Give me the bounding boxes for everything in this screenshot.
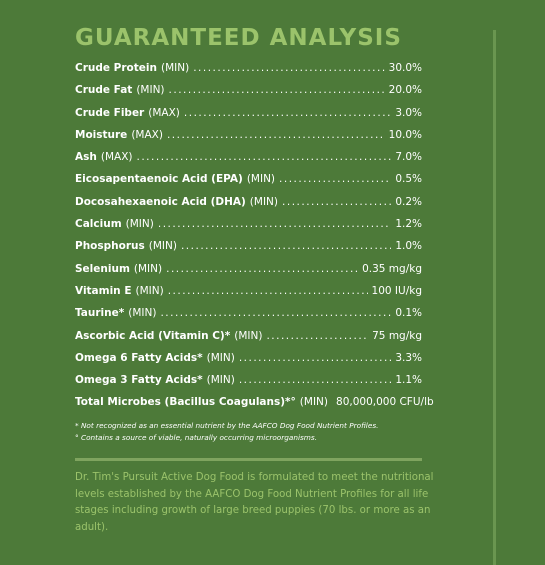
vertical-divider xyxy=(493,30,496,565)
dot-leader xyxy=(160,307,391,319)
nutrient-value: 0.1% xyxy=(395,307,422,320)
nutrient-value: 7.0% xyxy=(395,151,422,164)
nutrient-value: 3.0% xyxy=(395,106,422,119)
nutrient-qualifier: (MIN) xyxy=(133,262,163,275)
nutrient-value: 1.0% xyxy=(395,240,422,253)
dot-leader xyxy=(181,240,391,252)
dot-leader xyxy=(166,263,358,275)
nutrient-value: 20.0% xyxy=(388,84,422,97)
nutrient-qualifier: (MIN) xyxy=(135,284,164,297)
nutrient-value: 30.0% xyxy=(388,62,422,74)
nutrient-name: Crude Protein xyxy=(75,62,157,74)
nutrient-value: 80,000,000 CFU/lb xyxy=(336,396,434,409)
dot-leader xyxy=(193,62,384,74)
analysis-row xyxy=(75,218,422,240)
nutrient-value: 0.2% xyxy=(395,195,422,208)
analysis-row xyxy=(75,263,422,285)
nutrient-qualifier: (MAX) xyxy=(131,128,163,141)
nutrient-value: 75 mg/kg xyxy=(372,329,422,342)
analysis-row xyxy=(75,330,422,352)
aafco-statement: Dr. Tim's Pursuit Active Dog Food is formulated to meet the nutritional levels established by the AAFCO Dog Food Nutrient Profiles for all life stages including growth of large breed puppies (70 lbs. or more as an adult). xyxy=(75,472,434,533)
analysis-row xyxy=(75,62,422,84)
footnote-microorganisms: ° Contains a source of viable, naturally occurring microorganisms. xyxy=(75,433,318,442)
footnote-nonessential: * Not recognized as an essential nutrient by the AAFCO Dog Food Nutrient Profiles. xyxy=(75,421,379,430)
nutrient-name: Moisture xyxy=(75,128,128,141)
analysis-row xyxy=(75,307,422,329)
nutrient-name: Ash xyxy=(75,151,97,164)
nutrient-name: Phosphorus xyxy=(75,240,145,253)
nutrient-qualifier: (MIN) xyxy=(246,173,276,186)
analysis-row xyxy=(75,285,422,307)
dot-leader xyxy=(184,107,391,119)
nutrient-name: Total Microbes (Bacillus Coagulans)*° xyxy=(75,396,296,409)
dot-leader xyxy=(167,129,385,141)
analysis-row xyxy=(75,107,422,129)
nutrient-value: 0.35 mg/kg xyxy=(362,262,422,275)
dot-leader xyxy=(282,196,391,208)
nutrient-qualifier: (MIN) xyxy=(206,374,235,387)
nutrient-qualifier: (MIN) xyxy=(234,329,263,342)
nutrient-value: 10.0% xyxy=(388,128,422,141)
nutrient-name: Calcium xyxy=(75,218,122,231)
dot-leader xyxy=(239,374,391,386)
nutrient-name: Crude Fat xyxy=(75,84,133,97)
nutrient-value: 100 IU/kg xyxy=(371,284,422,297)
nutrient-qualifier: (MIN) xyxy=(125,218,154,231)
analysis-row xyxy=(75,352,422,374)
nutrient-name: Omega 3 Fatty Acids* xyxy=(75,374,203,387)
nutrient-qualifier: (MAX) xyxy=(148,106,180,119)
section-title: GUARANTEED ANALYSIS xyxy=(75,25,402,51)
nutrient-name: Eicosapentaenoic Acid (EPA) xyxy=(75,173,243,186)
nutrient-value: 1.2% xyxy=(395,218,422,231)
nutrient-qualifier: (MAX) xyxy=(100,151,133,164)
analysis-row xyxy=(75,84,422,106)
footnotes xyxy=(75,420,422,444)
analysis-row xyxy=(75,129,422,151)
dot-leader xyxy=(279,173,391,185)
nutrient-name: Crude Fiber xyxy=(75,106,145,119)
nutrient-value: 1.1% xyxy=(395,374,422,387)
nutrient-qualifier: (MIN) xyxy=(136,84,165,97)
analysis-row xyxy=(75,173,422,195)
dot-leader xyxy=(137,151,392,163)
nutrient-qualifier: (MIN) xyxy=(206,351,235,364)
dot-leader xyxy=(169,84,385,96)
nutrient-name: Omega 6 Fatty Acids* xyxy=(75,351,203,364)
analysis-row xyxy=(75,240,422,262)
dot-leader xyxy=(168,285,368,297)
analysis-row xyxy=(75,374,422,396)
analysis-row xyxy=(75,396,434,418)
nutrient-name: Selenium xyxy=(75,262,130,275)
dot-leader xyxy=(158,218,391,230)
nutrient-name: Docosahexaenoic Acid (DHA) xyxy=(75,195,246,208)
nutrient-value: 0.5% xyxy=(395,173,422,186)
analysis-row xyxy=(75,196,422,218)
nutrient-name: Vitamin E xyxy=(75,284,132,297)
nutrient-value: 3.3% xyxy=(395,351,422,364)
analysis-list xyxy=(75,62,434,419)
nutrient-qualifier: (MIN) xyxy=(160,62,190,74)
nutrient-qualifier: (MIN) xyxy=(249,195,279,208)
divider-rule xyxy=(75,458,422,461)
dot-leader xyxy=(239,352,391,364)
nutrient-qualifier: (MIN) xyxy=(299,396,329,409)
nutrient-qualifier: (MIN) xyxy=(128,307,157,320)
nutrient-name: Taurine* xyxy=(75,307,125,320)
analysis-row xyxy=(75,151,422,173)
dot-leader xyxy=(266,330,368,342)
nutrient-name: Ascorbic Acid (Vitamin C)* xyxy=(75,329,231,342)
nutrient-qualifier: (MIN) xyxy=(148,240,177,253)
